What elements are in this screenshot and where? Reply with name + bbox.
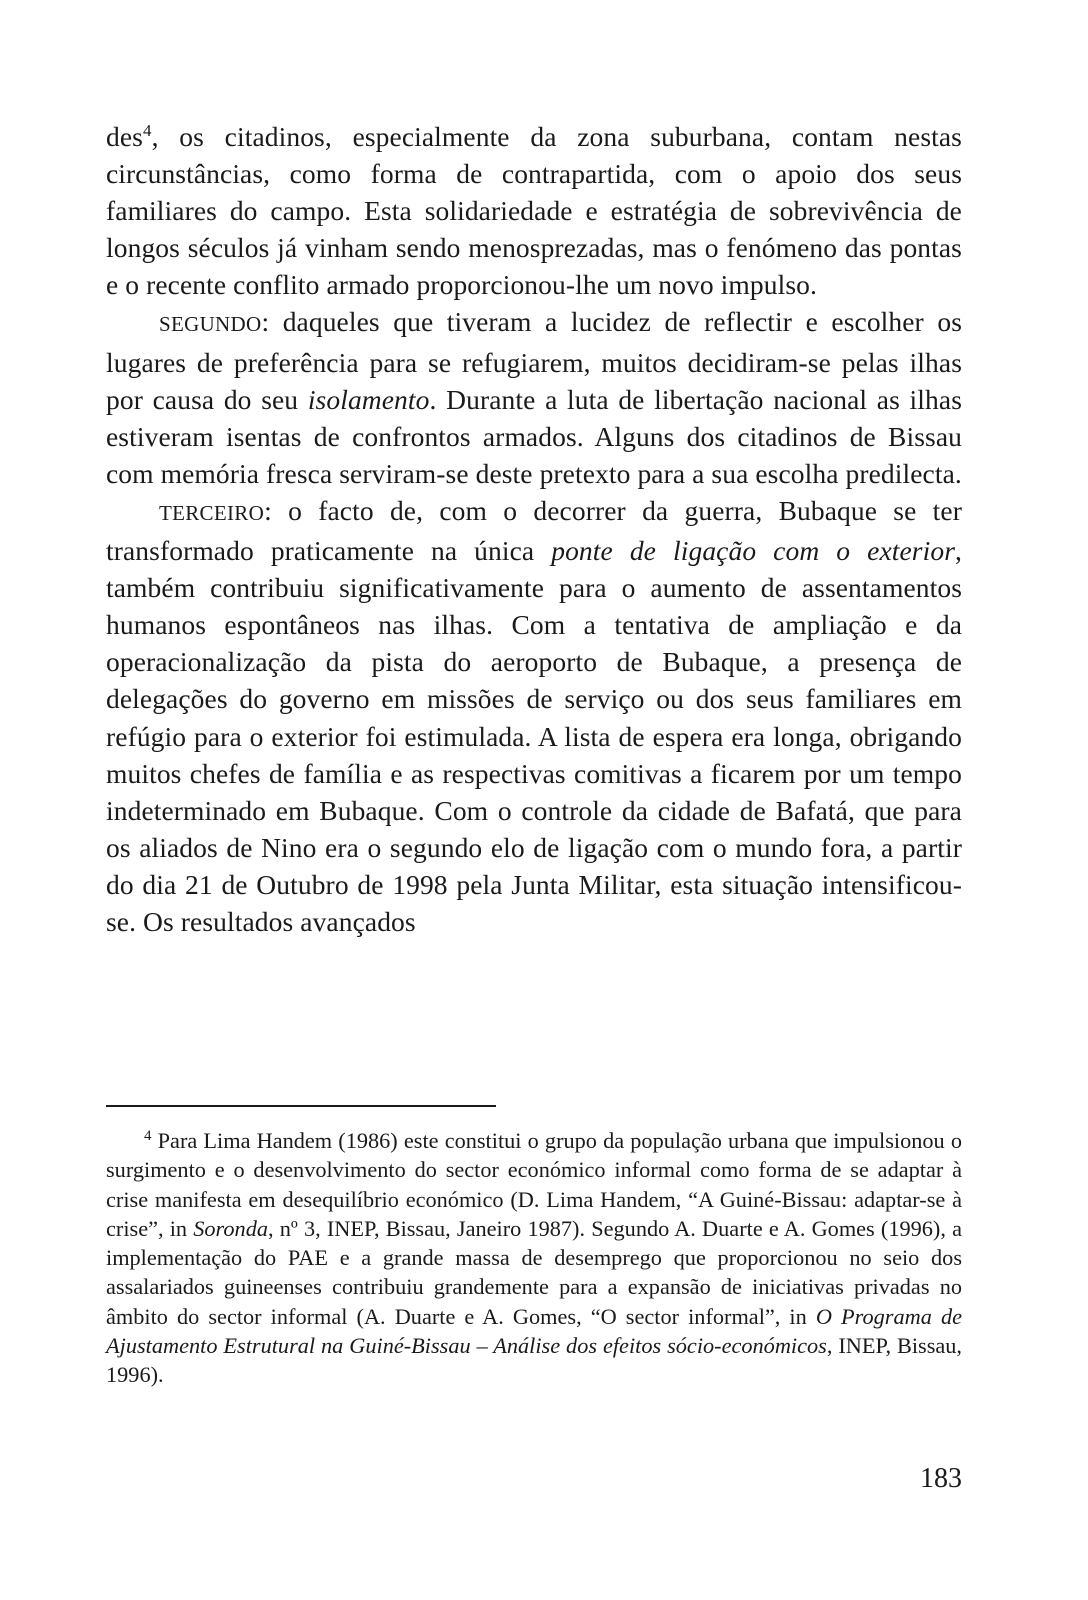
footnote-marker: 4 [144, 1128, 152, 1144]
footnote-text-2: , nº 3, INEP, Bissau, Janeiro 1987). Segundo A. Duarte e A. Gomes (1996), a implementação do PAE e a grande massa de desemprego que proporcionou no seio dos assalariados guineenses contribuiu grandemente para a expansão de iniciativas privadas no âmbito do sector informal (A. Duarte e A. Gomes, “O sector informal”, in [106, 1215, 962, 1329]
footnote-paragraph [106, 1126, 962, 1390]
page-number: 183 [920, 1463, 962, 1494]
paragraph-2-emphasis: isolamento [307, 383, 430, 415]
main-text [106, 118, 962, 940]
paragraph-1-start: des [106, 121, 143, 152]
footnote-book-title: O Programa de Ajustamento Estrutural na Guiné-Bissau – Análise dos efeitos sócio-económicos [106, 1303, 962, 1359]
footnote-journal-title: Soronda [193, 1215, 268, 1241]
paragraph-2-text-1: : daqueles que tiveram a lucidez de reflectir e escolher os lugares de preferência para se refugiarem, muitos decidiram-se pelas ilhas por causa do seu [106, 306, 962, 415]
page-body [106, 118, 962, 940]
paragraph-3-emphasis: ponte de ligação com o exterior [551, 535, 956, 567]
paragraph-3-text-1: : o facto de, com o decorrer da guerra, Bubaque se ter transformado praticamente na única [106, 494, 962, 567]
paragraph-3 [106, 492, 962, 940]
paragraph-2 [106, 303, 962, 491]
footnote-text-1: Para Lima Handem (1986) este constitui o grupo da população urbana que impulsionou o surgimento e o desenvolvimento do sector económico informal como forma de se adaptar à crise manifesta em desequilíbrio económico (D. Lima Handem, “A Guiné-Bissau: adaptar-se à crise”, in [106, 1128, 962, 1241]
paragraph-2-lead: SEGUNDO [159, 312, 262, 337]
paragraph-3-text-2: , também contribuiu significativamente para o aumento de assentamentos humanos espontâneos nas ilhas. Com a tentativa de ampliação e da operacionalização da pista do aeroporto de Bubaque, a presença de delegações do governo em missões de serviço ou dos seus familiares em refúgio para o exterior foi estimulada. A lista de espera era longa, obrigando muitos chefes de família e as respectivas comitivas a ficarem por um tempo indeterminado em Bubaque. Com o controle da cidade de Bafatá, que para os aliados de Nino era o segundo elo de ligação com o mundo fora, a partir do dia 21 de Outubro de 1998 pela Junta Militar, esta situação intensificou-se. Os resultados avançados [106, 535, 962, 937]
paragraph-2-text-2: . Durante a luta de libertação nacional as ilhas estiveram isentas de confrontos armados. Alguns dos citadinos de Bissau com memória fresca serviram-se deste pretexto para a sua escolha predilecta. [106, 383, 962, 489]
footnote-reference: 4 [142, 121, 152, 140]
footnote [106, 1126, 962, 1390]
paragraph-1-text: , os citadinos, especialmente da zona suburbana, contam nestas circunstâncias, como forma de contrapartida, com o apoio dos seus familiares do campo. Esta solidariedade e estratégia de sobrevivência de longos séculos já vinham sendo menosprezadas, mas o fenómeno das pontas e o recente conflito armado proporcionou-lhe um novo impulso. [106, 121, 962, 301]
paragraph-3-lead: TERCEIRO [159, 500, 265, 525]
footnote-separator [106, 1105, 496, 1107]
paragraph-1 [106, 118, 962, 303]
footnote-text-3: , INEP, Bissau, 1996). [106, 1333, 962, 1388]
